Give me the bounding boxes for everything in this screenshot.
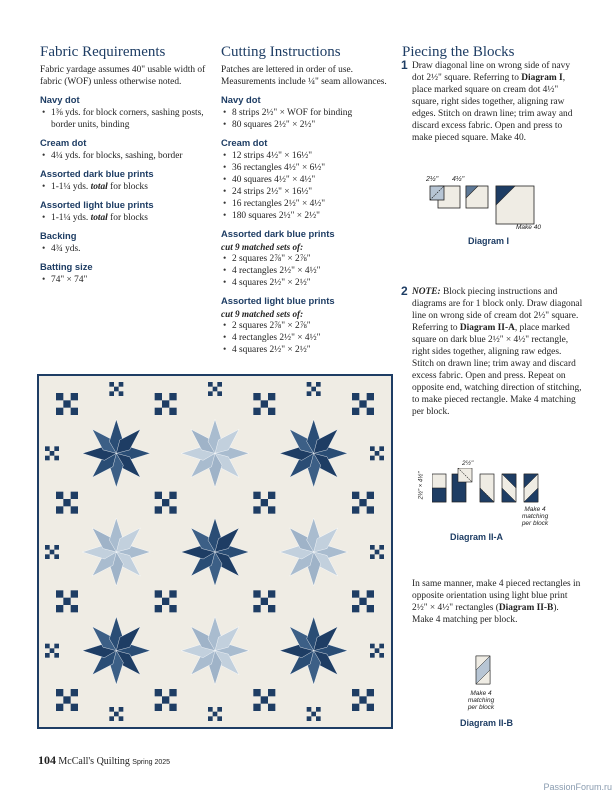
step-1-text <box>412 60 584 144</box>
fabric-list <box>40 243 212 255</box>
cutting-list-item: • 36 rectangles 4½" × 6½" <box>221 162 393 174</box>
nine-patch-square <box>208 391 213 396</box>
nine-patch-square <box>316 716 321 721</box>
fabric-section-heading: Backing <box>40 229 77 241</box>
diagram-ii-b-art <box>474 654 504 688</box>
nine-patch-square <box>114 387 119 392</box>
nine-patch-square <box>370 554 375 559</box>
cutting-list-item: • 24 strips 2½" × 16½" <box>221 186 393 198</box>
nine-patch-square <box>45 653 50 658</box>
quilt-photo <box>37 374 393 729</box>
nine-patch-square <box>109 707 114 712</box>
nine-patch-square <box>71 408 78 415</box>
nine-patch-square <box>359 598 366 605</box>
nine-patch-square <box>311 387 316 392</box>
nine-patch-square <box>367 492 374 499</box>
nine-patch-square <box>261 400 268 407</box>
nine-patch-square <box>370 644 375 649</box>
nine-patch-square <box>155 408 162 415</box>
diag2b-make: Make 4 matching per block <box>467 690 495 711</box>
nine-patch-square <box>352 393 359 400</box>
cutting-list-item: • 4 squares 2½" × 2½" <box>221 277 393 289</box>
cutting-section-heading: Assorted dark blue prints <box>221 227 335 239</box>
nine-patch-square <box>50 648 55 653</box>
cutting-list-item: • 40 squares 4½" × 4½" <box>221 174 393 186</box>
nine-patch-square <box>217 716 222 721</box>
cutting-section-heading: Cream dot <box>221 136 268 148</box>
cutting-list-item: • 4 rectangles 2½" × 4½" <box>221 265 393 277</box>
nine-patch-square <box>169 492 176 499</box>
nine-patch-square <box>63 696 70 703</box>
nine-patch-square <box>359 499 366 506</box>
cutting-section-heading: Navy dot <box>221 93 261 105</box>
fabric-section-heading: Assorted light blue prints <box>40 198 154 210</box>
step-2-a: Block piecing instructions and diagrams are for 1 block only. Draw diagonal line on wrong side of cream dot 2½" square. Referring to <box>412 287 583 333</box>
nine-patch-square <box>367 605 374 612</box>
nine-patch-square <box>119 382 124 387</box>
fabric-list-item: • 4¼ yds. for blocks, sashing, border <box>40 150 212 162</box>
cutting-list-item: • 4 squares 2½" × 2½" <box>221 344 393 356</box>
nine-patch-square <box>370 653 375 658</box>
nine-patch-square <box>307 391 312 396</box>
nine-patch-square <box>352 408 359 415</box>
fabric-section-heading: Navy dot <box>40 93 80 105</box>
nine-patch-square <box>253 492 260 499</box>
nine-patch-square <box>379 456 384 461</box>
cutting-section-subheading: cut 9 matched sets of: <box>221 241 304 252</box>
nine-patch-square <box>253 689 260 696</box>
nine-patch-square <box>119 391 124 396</box>
nine-patch-square <box>56 605 63 612</box>
nine-patch-square <box>71 492 78 499</box>
nine-patch-square <box>307 382 312 387</box>
fabric-list <box>40 107 212 131</box>
nine-patch-square <box>261 499 268 506</box>
nine-patch-square <box>359 400 366 407</box>
nine-patch-square <box>379 554 384 559</box>
nine-patch-square <box>208 716 213 721</box>
diag1-label-b: 4½" <box>452 176 465 183</box>
nine-patch-square <box>162 499 169 506</box>
nine-patch-square <box>268 590 275 597</box>
nine-patch-square <box>169 393 176 400</box>
watermark: PassionForum.ru <box>543 782 612 792</box>
nine-patch-square <box>208 382 213 387</box>
quilt-image <box>37 374 393 729</box>
page-number: 104 <box>38 753 56 767</box>
nine-patch-square <box>307 707 312 712</box>
nine-patch-square <box>155 605 162 612</box>
nine-patch-square <box>56 689 63 696</box>
nine-patch-square <box>169 408 176 415</box>
magazine-name: McCall's Quilting <box>58 756 130 767</box>
nine-patch-square <box>54 545 59 550</box>
step-1-post: , place marked square on cream dot 4½" square, right sides together, aligning raw edges. Stitch on drawn line; trim away and discard excess fabric. Open and press to make pieced square. Make 40. <box>412 73 573 143</box>
diagram-iib-ref: Diagram II-B <box>498 603 554 613</box>
nine-patch-square <box>213 387 218 392</box>
nine-patch-square <box>45 545 50 550</box>
nine-patch-square <box>56 408 63 415</box>
nine-patch-square <box>370 545 375 550</box>
nine-patch-square <box>63 400 70 407</box>
diag2a-caption: Diagram II-A <box>450 532 504 542</box>
nine-patch-square <box>268 506 275 513</box>
nine-patch-square <box>169 689 176 696</box>
nine-patch-square <box>71 689 78 696</box>
cutting-list-item: • 16 rectangles 2½" × 4½" <box>221 198 393 210</box>
nine-patch-square <box>71 590 78 597</box>
nine-patch-square <box>311 712 316 717</box>
nine-patch-square <box>379 644 384 649</box>
nine-patch-square <box>367 590 374 597</box>
nine-patch-square <box>352 689 359 696</box>
nine-patch-square <box>54 446 59 451</box>
nine-patch-square <box>56 590 63 597</box>
cutting-list <box>221 107 393 131</box>
nine-patch-square <box>261 598 268 605</box>
nine-patch-square <box>119 716 124 721</box>
step-2-b: , place marked square on dark blue 2½" × 4½" rectangle, right sides together, aligning raw edges. Stitch on drawn line; trim away and discard excess fabric. Open and press. Repeat on opposite end, watching direction of stitching, to make pieced rectangle. Make 4 matching per block. <box>412 323 582 417</box>
cutting-list-item: • 180 squares 2½" × 2½" <box>221 210 393 222</box>
nine-patch-square <box>316 391 321 396</box>
nine-patch-square <box>50 451 55 456</box>
nine-patch-square <box>352 605 359 612</box>
nine-patch-square <box>375 648 380 653</box>
step-1-number: 1 <box>401 58 408 72</box>
fabric-section-heading: Cream dot <box>40 136 87 148</box>
nine-patch-square <box>56 492 63 499</box>
nine-patch-square <box>169 704 176 711</box>
nine-patch-square <box>268 689 275 696</box>
nine-patch-square <box>50 550 55 555</box>
cutting-section-subheading: cut 9 matched sets of: <box>221 308 304 319</box>
fabric-list-item: • 74" × 74" <box>40 274 212 286</box>
nine-patch-square <box>367 704 374 711</box>
nine-patch-square <box>268 492 275 499</box>
step-3-b: ). Make 4 matching per block. <box>412 603 559 625</box>
cutting-list <box>221 150 393 222</box>
nine-patch-square <box>253 590 260 597</box>
nine-patch-square <box>155 689 162 696</box>
nine-patch-square <box>162 696 169 703</box>
nine-patch-square <box>71 704 78 711</box>
diag2a-label-a: 2½" <box>462 460 474 467</box>
fabric-intro: Fabric yardage assumes 40" usable width of fabric (WOF) unless otherwise noted. <box>40 64 206 87</box>
step-3-text <box>412 578 582 626</box>
fabric-list-item: • 4¾ yds. <box>40 243 212 255</box>
nine-patch-square <box>268 605 275 612</box>
nine-patch-square <box>352 492 359 499</box>
nine-patch-square <box>63 598 70 605</box>
cutting-list <box>221 320 393 356</box>
nine-patch-square <box>208 707 213 712</box>
diag1-label-a: 2½" <box>426 176 439 183</box>
nine-patch-square <box>253 408 260 415</box>
nine-patch-square <box>155 506 162 513</box>
cutting-instructions <box>221 44 393 356</box>
fabric-sections <box>40 94 212 286</box>
fabric-title: Fabric Requirements <box>40 44 166 60</box>
cutting-list-item: • 80 squares 2½" × 2½" <box>221 119 393 131</box>
nine-patch-square <box>155 704 162 711</box>
nine-patch-square <box>370 446 375 451</box>
nine-patch-square <box>56 506 63 513</box>
nine-patch-square <box>45 456 50 461</box>
cutting-section-heading: Assorted light blue prints <box>221 294 335 306</box>
piecing-title: Piecing the Blocks <box>402 44 515 60</box>
nine-patch-square <box>109 391 114 396</box>
nine-patch-square <box>217 391 222 396</box>
nine-patch-square <box>352 704 359 711</box>
nine-patch-square <box>359 696 366 703</box>
fabric-section-heading: Assorted dark blue prints <box>40 167 154 179</box>
cutting-title: Cutting Instructions <box>221 44 341 60</box>
cutting-list-item: • 12 strips 4½" × 16½" <box>221 150 393 162</box>
page-footer <box>38 753 170 768</box>
diag2a-label-b: 2½" × 4½" <box>418 471 425 500</box>
nine-patch-square <box>109 382 114 387</box>
cutting-list-item: • 4 rectangles 2½" × 4½" <box>221 332 393 344</box>
nine-patch-square <box>56 393 63 400</box>
fabric-list <box>40 181 212 193</box>
nine-patch-square <box>54 653 59 658</box>
nine-patch-square <box>367 506 374 513</box>
nine-patch-square <box>253 506 260 513</box>
nine-patch-square <box>307 716 312 721</box>
fabric-section-heading: Batting size <box>40 260 93 272</box>
nine-patch-square <box>213 712 218 717</box>
nine-patch-square <box>71 506 78 513</box>
nine-patch-square <box>261 696 268 703</box>
diag1-make: Make 40 <box>516 224 541 231</box>
fabric-list-item: • 1-1¼ yds. total for blocks <box>40 181 212 193</box>
nine-patch-square <box>169 506 176 513</box>
nine-patch-square <box>367 689 374 696</box>
nine-patch-square <box>268 704 275 711</box>
step-1-pre: Draw diagonal line on wrong side of navy dot 2½" square. Referring to <box>412 61 571 83</box>
nine-patch-square <box>155 590 162 597</box>
nine-patch-square <box>367 393 374 400</box>
diag2a-make: Make 4 matching per block <box>521 506 549 527</box>
diagram-i-ref: Diagram I <box>521 73 563 83</box>
nine-patch-square <box>169 590 176 597</box>
cutting-list-item: • 8 strips 2½" × WOF for binding <box>221 107 393 119</box>
fabric-list <box>40 212 212 224</box>
nine-patch-square <box>114 712 119 717</box>
fabric-list <box>40 150 212 162</box>
nine-patch-square <box>63 499 70 506</box>
nine-patch-square <box>162 400 169 407</box>
diagram-iia-ref: Diagram II-A <box>459 323 515 333</box>
nine-patch-square <box>162 598 169 605</box>
nine-patch-square <box>45 644 50 649</box>
fabric-list <box>40 274 212 286</box>
nine-patch-square <box>352 590 359 597</box>
nine-patch-square <box>379 446 384 451</box>
cutting-intro: Patches are lettered in order of use. Measurements include ¼" seam allowances. <box>221 64 387 87</box>
issue-name: Spring 2025 <box>132 759 171 766</box>
step-2-number: 2 <box>401 284 408 298</box>
nine-patch-square <box>367 408 374 415</box>
fabric-list-item: • 1⅜ yds. for block corners, sashing posts, border units, binding <box>40 107 212 131</box>
step-2-note: NOTE: <box>412 287 441 297</box>
nine-patch-square <box>155 492 162 499</box>
nine-patch-square <box>253 704 260 711</box>
nine-patch-square <box>316 707 321 712</box>
nine-patch-square <box>169 605 176 612</box>
nine-patch-square <box>217 382 222 387</box>
nine-patch-square <box>352 506 359 513</box>
nine-patch-square <box>268 393 275 400</box>
nine-patch-square <box>56 704 63 711</box>
nine-patch-square <box>119 707 124 712</box>
nine-patch-square <box>71 605 78 612</box>
nine-patch-square <box>375 550 380 555</box>
nine-patch-square <box>253 393 260 400</box>
step-3-a: In same manner, make 4 pieced rectangles in opposite orientation using light blue print 2½" × 4½" rectangles ( <box>412 579 581 613</box>
cutting-list-item: • 2 squares 2⅞" × 2⅞" <box>221 320 393 332</box>
nine-patch-square <box>253 605 260 612</box>
step-2-text <box>412 286 584 418</box>
nine-patch-square <box>54 456 59 461</box>
cutting-list <box>221 253 393 289</box>
nine-patch-square <box>370 456 375 461</box>
nine-patch-square <box>109 716 114 721</box>
nine-patch-square <box>379 545 384 550</box>
cutting-sections <box>221 94 393 356</box>
diagram-ii-a <box>420 462 570 552</box>
diag1-caption: Diagram I <box>468 236 510 246</box>
nine-patch-square <box>54 644 59 649</box>
diag2b-caption: Diagram II-B <box>460 718 514 728</box>
nine-patch-square <box>375 451 380 456</box>
nine-patch-square <box>45 446 50 451</box>
nine-patch-square <box>71 393 78 400</box>
diagram-i <box>420 174 560 254</box>
nine-patch-square <box>45 554 50 559</box>
nine-patch-square <box>316 382 321 387</box>
cutting-list-item: • 2 squares 2⅞" × 2⅞" <box>221 253 393 265</box>
nine-patch-square <box>54 554 59 559</box>
diagram-ii-b <box>440 652 530 732</box>
nine-patch-square <box>379 653 384 658</box>
fabric-requirements <box>40 44 212 286</box>
fabric-list-item: • 1-1¼ yds. total for blocks <box>40 212 212 224</box>
nine-patch-square <box>268 408 275 415</box>
nine-patch-square <box>217 707 222 712</box>
nine-patch-square <box>155 393 162 400</box>
